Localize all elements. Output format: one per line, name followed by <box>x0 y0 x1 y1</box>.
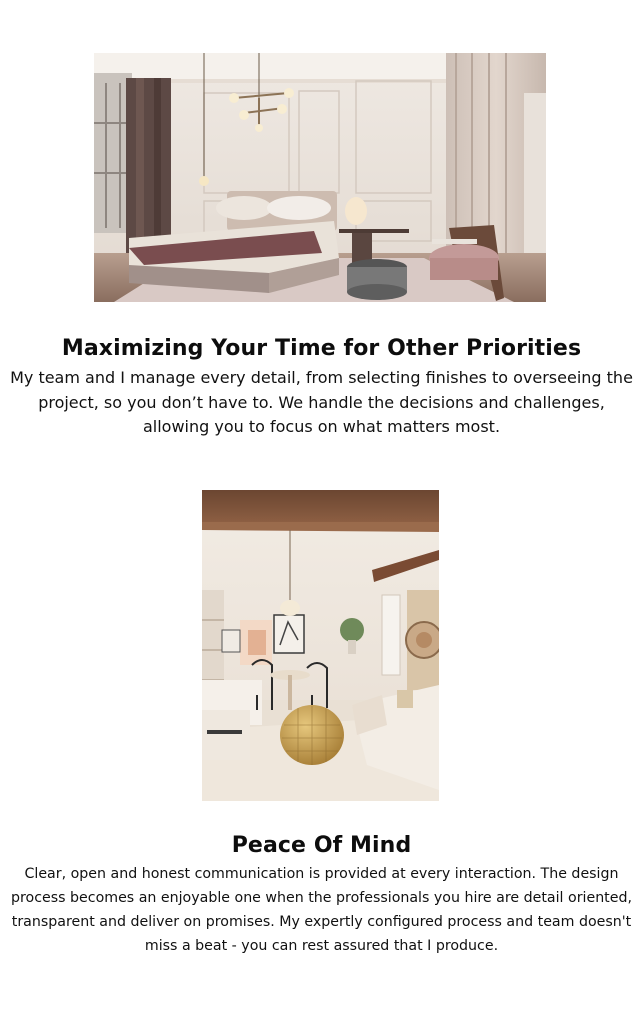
section-body: Clear, open and honest communication is provided at every interaction. The design process becomes an enjoyable one when the professionals you hire are detail oriented, transparent and deliver on promises. My expertly configured process and team doesn't miss a beat - you can rest assured that I produce. <box>11 866 632 954</box>
section-title: Maximizing Your Time for Other Priorities <box>61 336 582 361</box>
section-title: Peace Of Mind <box>231 833 412 858</box>
living-room-photo <box>202 490 439 801</box>
section-body: My team and I manage every detail, from selecting finishes to overseeing the project, so you don’t have to. We handle the decisions and challenges, allowing you to focus on what matters most. <box>10 368 633 436</box>
bedroom-photo <box>94 53 546 302</box>
